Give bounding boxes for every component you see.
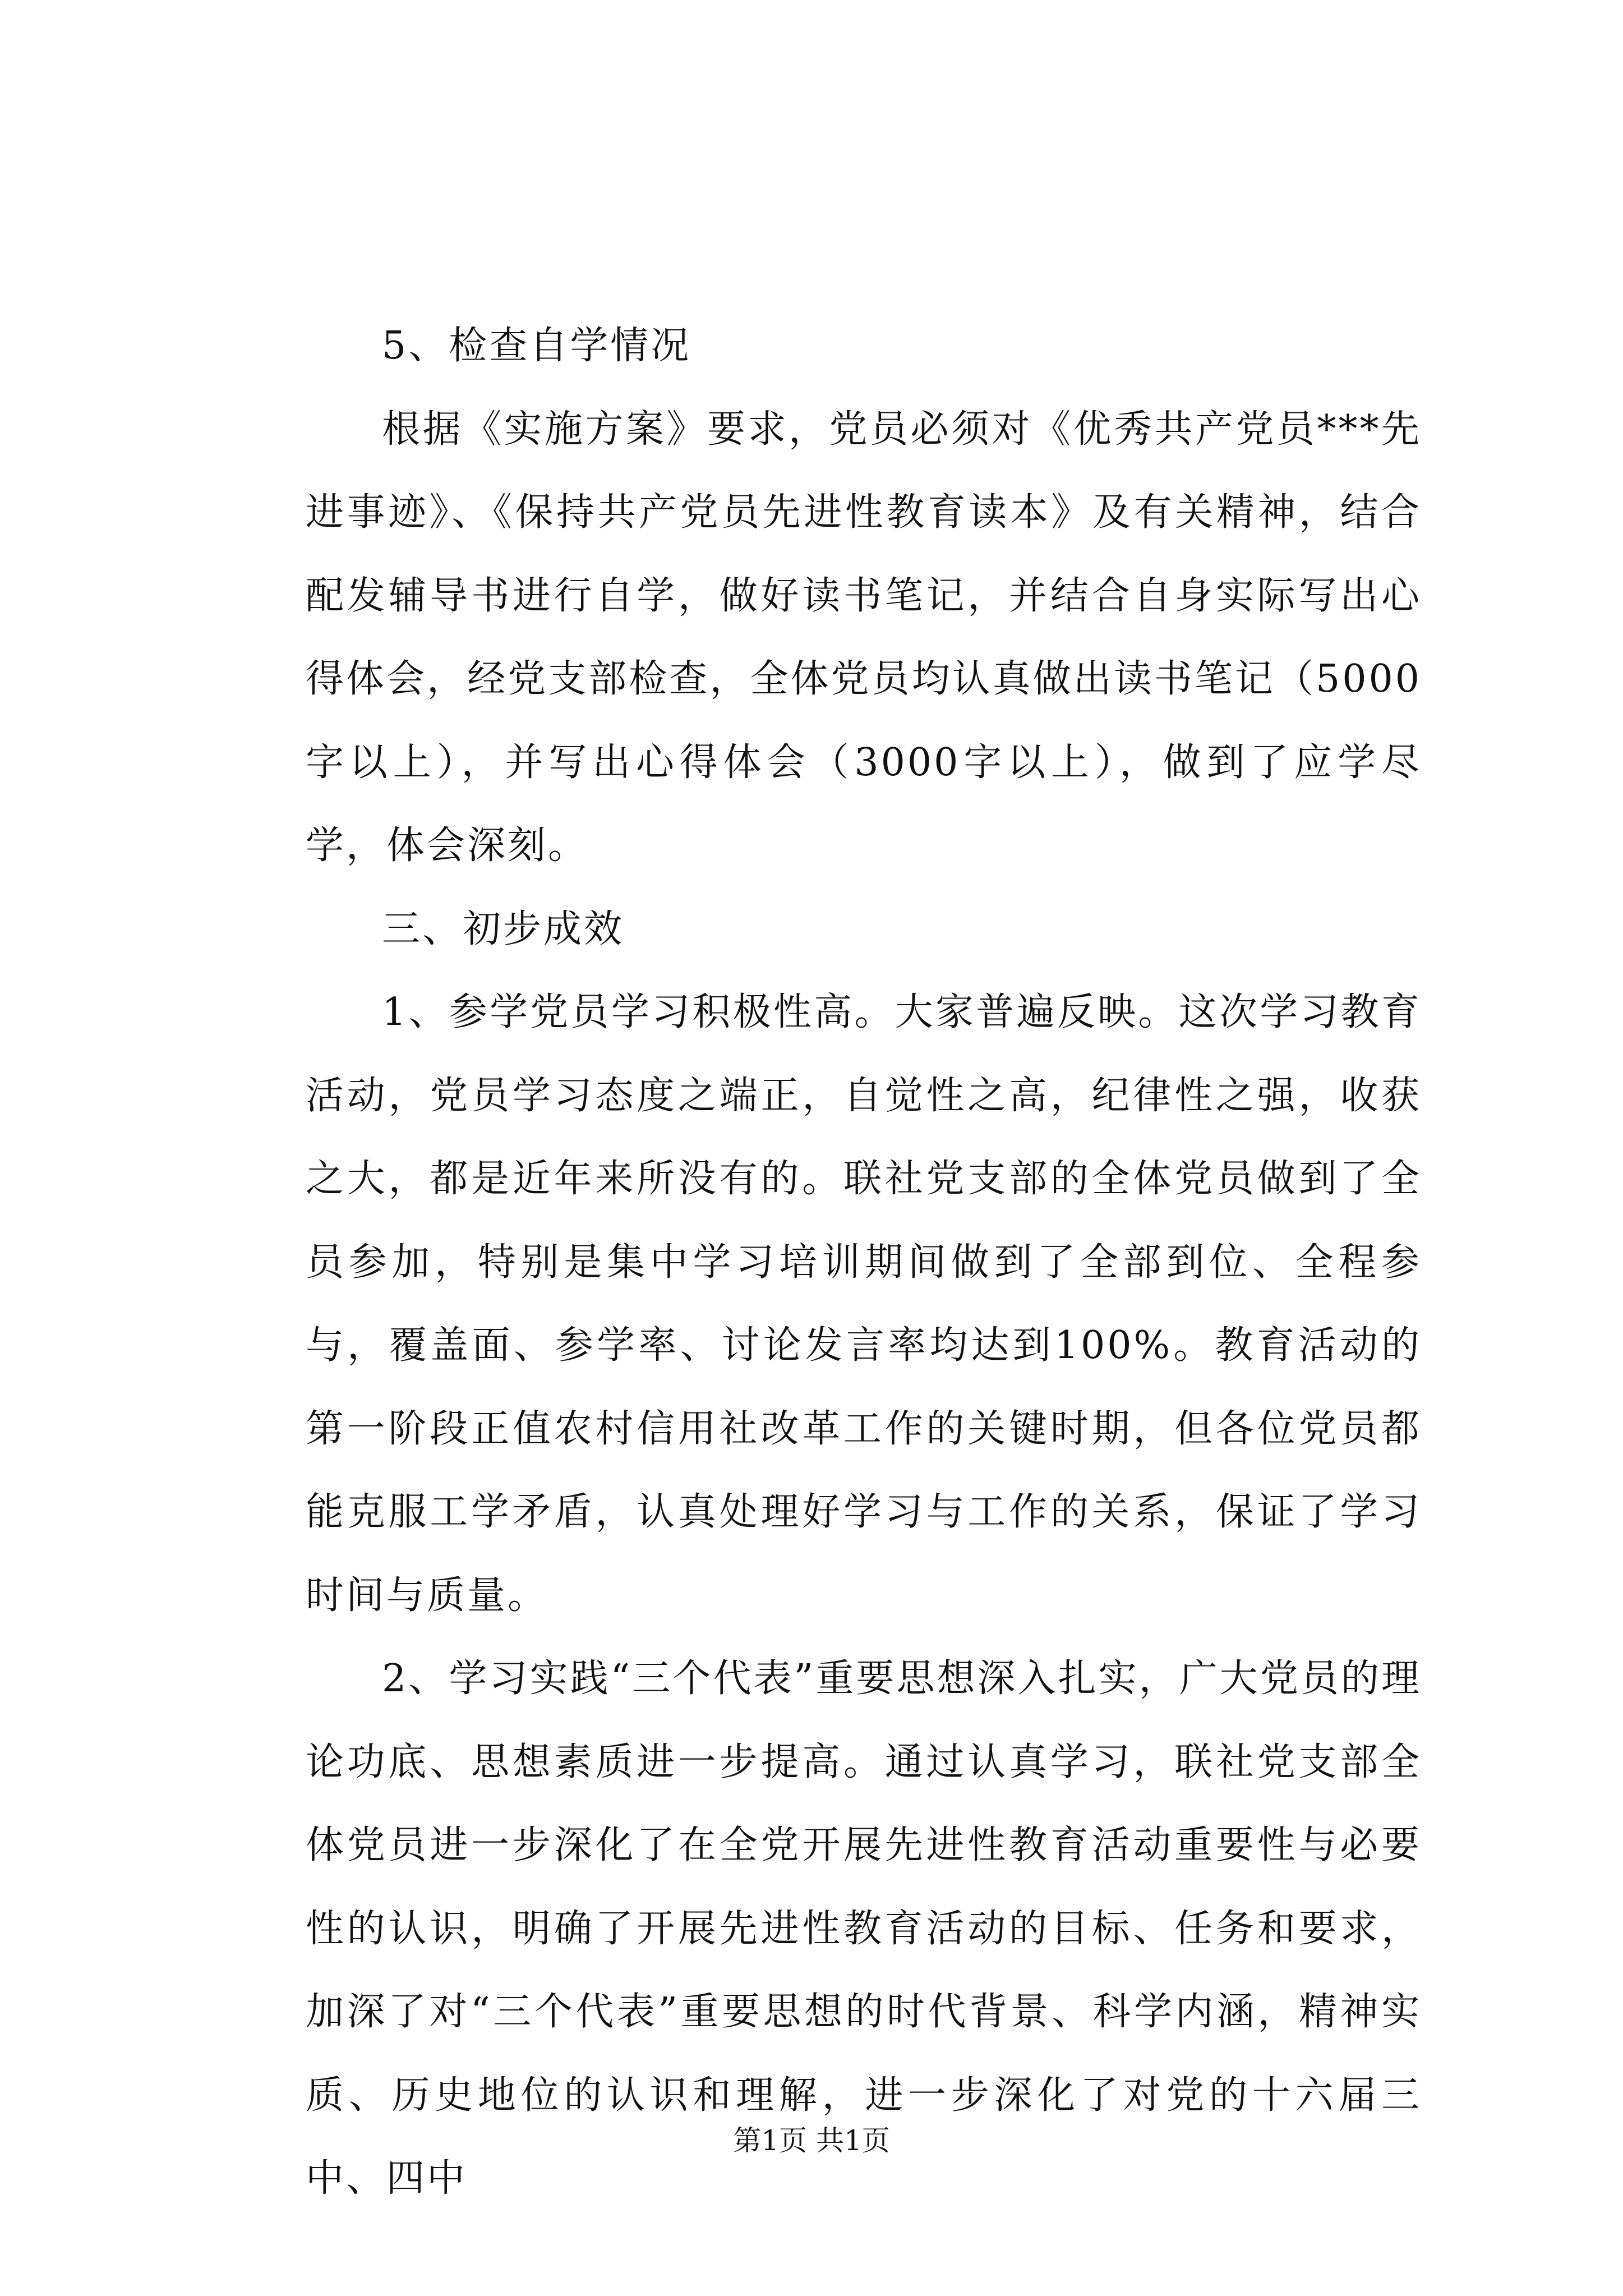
- paragraph-learning-enthusiasm: 1、参学党员学习积极性高。大家普遍反映。这次学习教育活动，党员学习态度之端正，自觉性之高，纪律性之强，收获之大，都是近年来所没有的。联社党支部的全体党员做到了全员参加，特别是集中学习培训期间做到了全部到位、全程参与，覆盖面、参学率、讨论发言率均达到100%。教育活动的第一阶段正值农村信用社改革工作的关键时期，但各位党员都能克服工学矛盾，认真处理好学习与工作的关系，保证了学习时间与质量。: [306, 990, 1422, 1618]
- paragraph-three-represents-study: 2、学习实践“三个代表”重要思想深入扎实，广大党员的理论功底、思想素质进一步提高。通过认真学习，联社党支部全体党员进一步深化了在全党开展先进性教育活动重要性与必要性的认识，明确了开展先进性教育活动的目标、任务和要求，加深了对“三个代表”重要思想的时代背景、科学内涵，精神实质、历史地位的认识和理解，进一步深化了对党的十六届三中、四中: [306, 1657, 1422, 2201]
- paragraph-self-study-details: 根据《实施方案》要求，党员必须对《优秀共产党员***先进事迹》、《保持共产党员先进性教育读本》及有关精神，结合配发辅导书进行自学，做好读书笔记，并结合自身实际写出心得体会，经党支部检查，全体党员均认真做出读书笔记（5000字以上），并写出心得体会（3000字以上），做到了应学尽学，体会深刻。: [306, 407, 1422, 868]
- document-body: [306, 305, 1422, 2221]
- paragraph-heading-self-study-check: 5、检查自学情况: [382, 324, 691, 368]
- paragraph-heading-initial-results: 三、初步成效: [382, 907, 625, 951]
- page-number-footer: 第1页 共1页: [733, 2124, 890, 2157]
